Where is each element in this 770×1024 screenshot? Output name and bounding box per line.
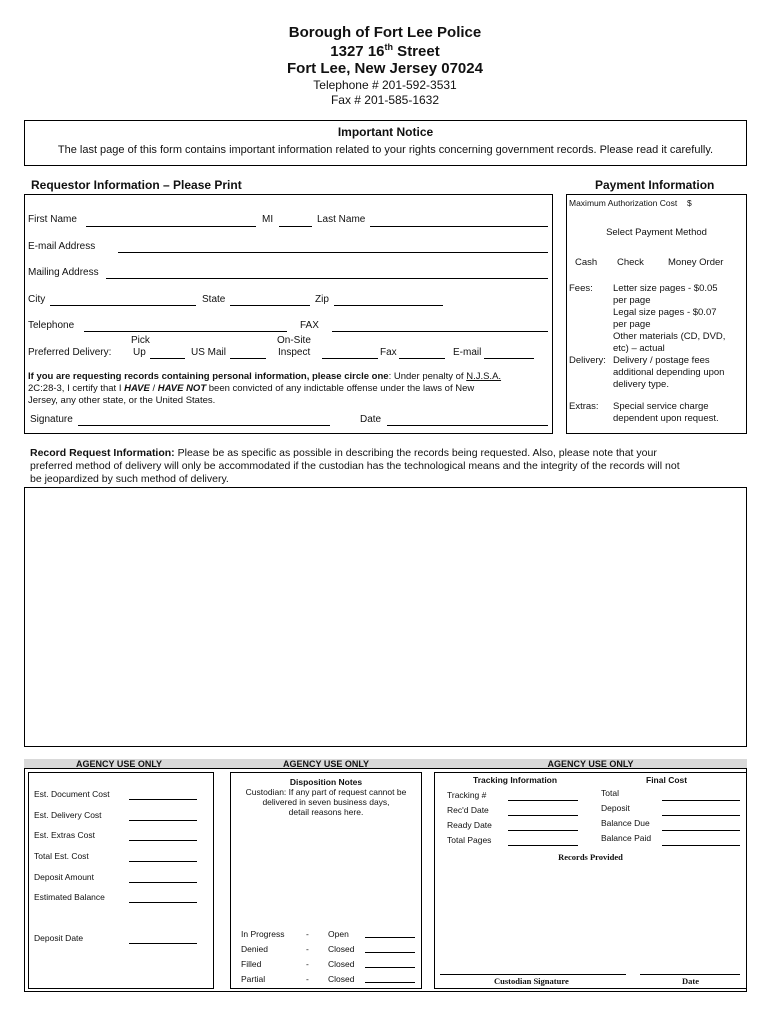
status-field[interactable] — [365, 937, 415, 938]
street-name: Street — [393, 43, 440, 60]
email-field[interactable] — [118, 252, 548, 253]
max-authorization-cost-label: Maximum Authorization Cost — [569, 198, 678, 208]
delivery-fee-line3: delivery type. — [613, 379, 669, 390]
record-request-text3: be jeopardized by such method of delivery. — [30, 473, 229, 485]
email-label: E-mail Address — [28, 241, 96, 252]
status-field[interactable] — [365, 952, 415, 953]
agency-name: Borough of Fort Lee Police — [288, 24, 482, 41]
money-order-option[interactable]: Money Order — [668, 257, 724, 268]
have-not-option[interactable]: HAVE NOT — [157, 383, 207, 394]
street-number: 1327 16 — [330, 43, 385, 60]
tracking-info-title: Tracking Information — [473, 775, 558, 785]
status-state: Open — [328, 929, 349, 939]
final-cost-label: Balance Due — [601, 818, 650, 828]
cost-label: Estimated Balance — [34, 892, 105, 902]
last-name-label: Last Name — [317, 214, 366, 225]
custodian-date-label: Date — [682, 976, 699, 986]
extras-line2: dependent upon request. — [613, 413, 719, 424]
personal-info-bold: If you are requesting records containing personal information, please circle one — [28, 371, 389, 382]
record-request-title: Record Request Information: — [30, 447, 175, 459]
signature-field[interactable] — [78, 425, 330, 426]
certify-text: 2C:28-3, I certify that I — [28, 383, 125, 394]
first-name-label: First Name — [28, 214, 77, 225]
personal-info-certification — [28, 371, 548, 407]
city-field[interactable] — [50, 305, 196, 306]
us-mail-label: US Mail — [191, 347, 227, 358]
fees-letter-unit: per page — [613, 295, 651, 306]
payment-section-title: Payment Information — [595, 178, 715, 192]
cost-field[interactable] — [129, 943, 197, 944]
tracking-label: Ready Date — [447, 820, 492, 830]
fees-other-actual: etc) – actual — [613, 343, 665, 354]
status-state: Closed — [328, 944, 355, 954]
record-request-text1: Please be as specific as possible in describing the records being requested. Also, please note that your — [174, 447, 657, 459]
fees-details — [613, 283, 725, 355]
telephone-line: Telephone # 201-592-3531 — [313, 78, 457, 92]
status-field[interactable] — [365, 967, 415, 968]
cost-field[interactable] — [129, 820, 197, 821]
records-provided-label: Records Provided — [558, 852, 623, 862]
delivery-fee-line1: Delivery / postage fees — [613, 355, 710, 366]
fees-legal: Legal size pages - $0.07 — [613, 307, 717, 318]
cost-label: Est. Document Cost — [34, 789, 110, 799]
us-mail-field[interactable] — [230, 358, 266, 359]
tracking-label: Total Pages — [447, 835, 492, 845]
state-label: State — [202, 294, 226, 305]
fax-line: Fax # 201-585-1632 — [330, 93, 440, 107]
cost-field[interactable] — [129, 799, 197, 800]
city-label: City — [28, 294, 46, 305]
delivery-fee-details — [613, 355, 724, 391]
cost-label: Est. Delivery Cost — [34, 810, 102, 820]
fax-delivery-label: Fax — [380, 347, 397, 358]
fax-delivery-field[interactable] — [399, 358, 445, 359]
disposition-line3: detail reasons here. — [288, 807, 364, 817]
final-cost-field[interactable] — [662, 845, 740, 846]
custodian-signature-field[interactable] — [440, 974, 626, 975]
last-name-field[interactable] — [370, 226, 548, 227]
important-notice-title: Important Notice — [337, 125, 434, 139]
tracking-label: Tracking # — [447, 790, 487, 800]
important-notice-text: The last page of this form contains important information related to your rights concerning government records. Please read it carefully. — [57, 144, 714, 156]
final-cost-field[interactable] — [662, 800, 740, 801]
email-delivery-label: E-mail — [453, 347, 482, 358]
first-name-field[interactable] — [86, 226, 256, 227]
fees-other: Other materials (CD, DVD, — [613, 331, 726, 342]
preferred-delivery-label: Preferred Delivery: — [28, 347, 112, 358]
cost-field[interactable] — [129, 840, 197, 841]
status-label: Denied — [241, 944, 268, 954]
zip-field[interactable] — [334, 305, 443, 306]
record-request-textarea[interactable] — [24, 487, 747, 747]
status-label: Filled — [241, 959, 262, 969]
status-dash: - — [306, 929, 309, 939]
final-cost-title: Final Cost — [646, 775, 688, 785]
final-cost-label: Balance Paid — [601, 833, 652, 843]
record-request-text2: preferred method of delivery will only be accommodated if the custodian has the technological means and the integrity of the records will not — [30, 460, 680, 472]
cost-label: Deposit Date — [34, 933, 84, 943]
mailing-address-label: Mailing Address — [28, 267, 99, 278]
extras-label: Extras: — [569, 401, 599, 412]
agency-use-title-2: AGENCY USE ONLY — [282, 759, 370, 769]
record-request-instructions — [30, 447, 745, 486]
status-dash: - — [306, 959, 309, 969]
fax-label: FAX — [300, 320, 319, 331]
email-delivery-field[interactable] — [484, 358, 534, 359]
tracking-field[interactable] — [508, 815, 578, 816]
status-dash: - — [306, 944, 309, 954]
pickup-label: Up — [133, 347, 146, 358]
select-payment-method-label: Select Payment Method — [606, 227, 707, 238]
custodian-date-field[interactable] — [640, 974, 740, 975]
fees-legal-unit: per page — [613, 319, 651, 330]
final-cost-label: Total — [601, 788, 619, 798]
important-notice-box — [24, 120, 747, 166]
cost-label: Total Est. Cost — [34, 851, 89, 861]
cost-field[interactable] — [129, 882, 197, 883]
check-option[interactable]: Check — [617, 257, 644, 268]
have-option[interactable]: HAVE — [124, 383, 150, 394]
street-address — [0, 42, 770, 60]
signature-label: Signature — [30, 414, 73, 425]
delivery-fee-line2: additional depending upon — [613, 367, 725, 378]
final-cost-field[interactable] — [662, 830, 740, 831]
fax-field[interactable] — [332, 331, 548, 332]
agency-use-title-1: AGENCY USE ONLY — [75, 759, 163, 769]
cost-field[interactable] — [129, 861, 197, 862]
status-label: Partial — [241, 974, 266, 984]
fees-letter: Letter size pages - $0.05 — [613, 283, 718, 294]
certify-text-end: Jersey, any other state, or the United States. — [28, 395, 216, 406]
custodian-signature-label: Custodian Signature — [494, 976, 569, 986]
disposition-line1: Custodian: If any part of request cannot be — [245, 787, 407, 797]
status-state: Closed — [328, 974, 355, 984]
cost-field[interactable] — [129, 902, 197, 903]
pick-label: Pick — [131, 335, 150, 346]
mailing-address-field[interactable] — [106, 278, 548, 279]
tracking-label: Rec'd Date — [447, 805, 489, 815]
option-separator: / — [149, 383, 158, 394]
personal-info-penalty: : Under penalty of — [388, 371, 467, 382]
mi-field[interactable] — [279, 226, 312, 227]
zip-label: Zip — [315, 294, 329, 305]
disposition-notes-title: Disposition Notes — [289, 777, 363, 787]
disposition-line2: delivered in seven business days, — [262, 797, 390, 807]
status-label: In Progress — [241, 929, 285, 939]
telephone-label: Telephone — [28, 320, 75, 331]
pickup-field[interactable] — [150, 358, 185, 359]
final-cost-label: Deposit — [601, 803, 630, 813]
tracking-field[interactable] — [508, 845, 578, 846]
certify-text-rest: been convicted of any indictable offense under the laws of New — [206, 383, 475, 394]
tracking-field[interactable] — [508, 800, 578, 801]
status-state: Closed — [328, 959, 355, 969]
date-label: Date — [360, 414, 382, 425]
mi-label: MI — [262, 214, 274, 225]
inspect-label: Inspect — [278, 347, 311, 358]
disposition-instructions — [230, 787, 422, 817]
onsite-label: On-Site — [277, 335, 311, 346]
agency-use-title-3: AGENCY USE ONLY — [547, 759, 634, 769]
extras-details — [613, 401, 719, 425]
date-field[interactable] — [387, 425, 548, 426]
njsa-reference: N.J.S.A. — [466, 371, 502, 382]
state-field[interactable] — [230, 305, 310, 306]
status-dash: - — [306, 974, 309, 984]
ordinal-suffix: th — [384, 42, 394, 52]
fees-label: Fees: — [569, 283, 593, 294]
final-cost-field[interactable] — [662, 815, 740, 816]
requestor-section-title: Requestor Information – Please Print — [31, 178, 242, 192]
city-state-zip: Fort Lee, New Jersey 07024 — [287, 60, 483, 77]
cost-label: Est. Extras Cost — [34, 830, 95, 840]
cash-option[interactable]: Cash — [575, 257, 598, 268]
dollar-sign: $ — [687, 198, 692, 208]
delivery-fee-label: Delivery: — [569, 355, 606, 366]
status-field[interactable] — [365, 982, 415, 983]
telephone-field[interactable] — [84, 331, 287, 332]
cost-label: Deposit Amount — [34, 872, 95, 882]
tracking-field[interactable] — [508, 830, 578, 831]
onsite-field[interactable] — [322, 358, 378, 359]
extras-line1: Special service charge — [613, 401, 709, 412]
